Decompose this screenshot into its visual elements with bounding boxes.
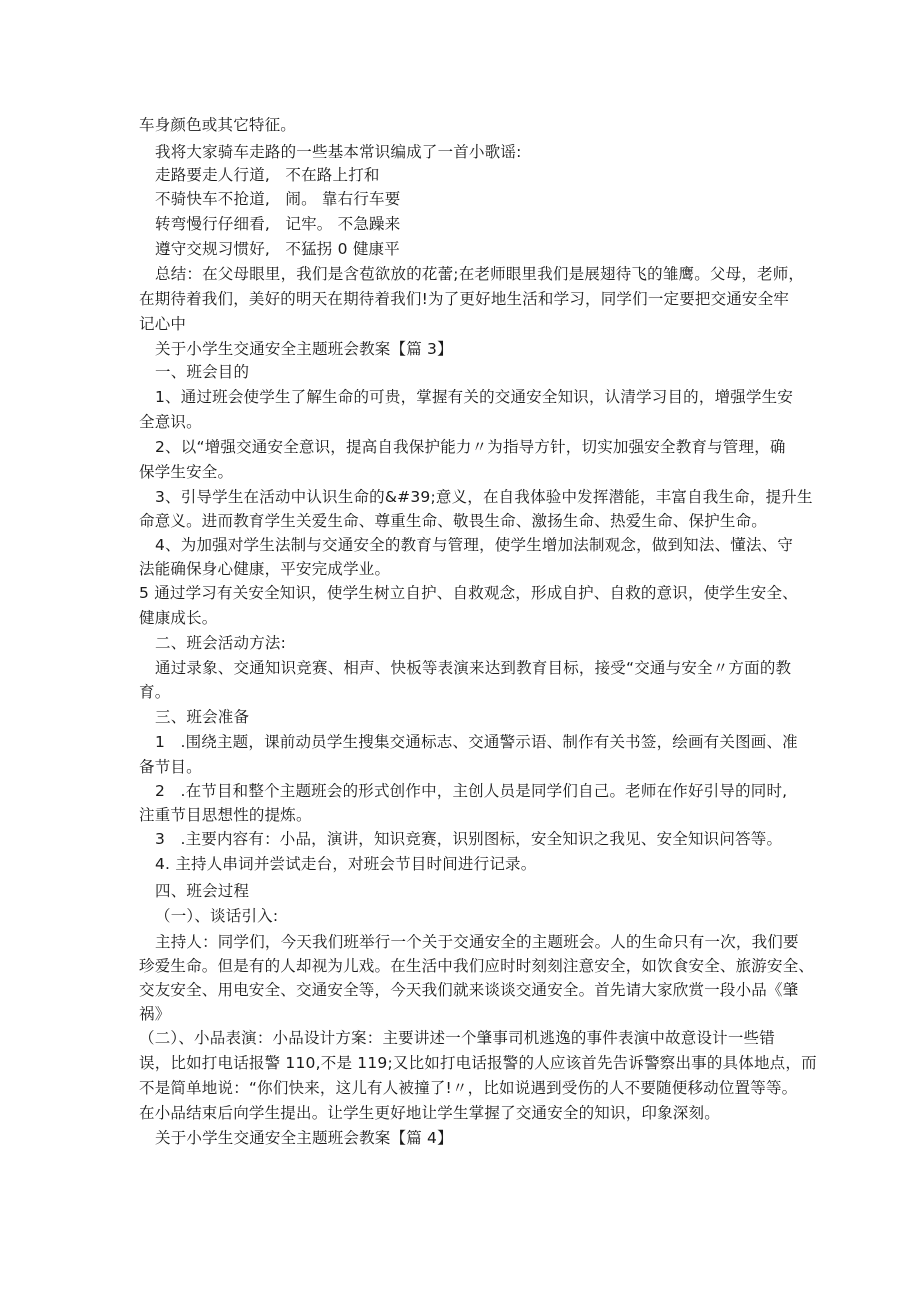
text-line: 保学生安全。 [139, 463, 234, 481]
text-line: 2 .在节目和整个主题班会的形式创作中，主创人员是同学们自己。老师在作好引导的同时, [155, 782, 788, 800]
section-heading: 三、班会准备 [155, 708, 250, 726]
text-line: 记心中 [139, 315, 187, 333]
text-line: 1 .围绕主题，课前动员学生搜集交通标志、交通警示语、制作有关书签，绘画有关图画、准 [155, 733, 798, 751]
text-line: 备节目。 [139, 758, 202, 776]
text-line: 总结：在父母眼里，我们是含苞欲放的花蕾;在老师眼里我们是展翅待飞的雏鹰。父母，老师， [155, 265, 805, 283]
text-line: 通过录象、交通知识竞赛、相声、快板等表演来达到教育目标，接受“交通与安全〃方面的教 [155, 659, 792, 677]
text-line: 珍爱生命。但是有的人却视为儿戏。在生活中我们应时时刻刻注意安全，如饮食安全、旅游安全、 [139, 957, 815, 975]
text-line: 转弯慢行仔细看, 记牢。 不急躁来 [155, 215, 401, 233]
section-heading: 关于小学生交通安全主题班会教案【篇 3】 [155, 340, 453, 358]
section-heading: 关于小学生交通安全主题班会教案【篇 4】 [155, 1129, 453, 1147]
text-line: 命意义。进而教育学生关爱生命、尊重生命、敬畏生命、激扬生命、热爱生命、保护生命。 [139, 512, 768, 530]
text-line: 4、为加强对学生法制与交通安全的教育与管理，使学生增加法制观念，做到知法、懂法、守 [155, 536, 794, 554]
text-line: 在小品结束后向学生提出。让学生更好地让学生掌握了交通安全的知识，印象深刻。 [139, 1104, 720, 1122]
text-line: 5 通过学习有关安全知识，使学生树立自护、自救观念，形成自护、自救的意识，使学生安全、 [139, 584, 798, 602]
text-line: 在期待着我们，美好的明天在期待着我们!为了更好地生活和学习，同学们一定要把交通安全牢 [139, 290, 790, 308]
section-heading: 一、班会目的 [155, 363, 250, 381]
text-line: 法能确保身心健康，平安完成学业。 [139, 560, 391, 578]
text-line: 我将大家骑车走路的一些基本常识编成了一首小歌谣: [155, 143, 522, 161]
text-line: 遵守交规习惯好, 不猛拐 0 健康平 [155, 240, 400, 258]
section-heading: 二、班会活动方法: [155, 634, 287, 652]
text-line: 4. 主持人串词并尝试走台，对班会节目时间进行记录。 [155, 855, 537, 873]
text-line: 误，比如打电话报警 110,不是 119;又比如打电话报警的人应该首先告诉警察出事的具体地点，而 [139, 1054, 817, 1072]
text-line: 祸》 [139, 1005, 171, 1023]
text-line: （二）、小品表演：小品设计方案：主要讲述一个肇事司机逃逸的事件表演中故意设计一些错 [139, 1029, 775, 1047]
text-line: 2、以“增强交通安全意识，提高自我保护能力〃为指导方针，切实加强安全教育与管理，确 [155, 438, 786, 456]
text-line: 注重节目思想性的提炼。 [139, 806, 312, 824]
text-line: 健康成长。 [139, 609, 218, 627]
text-line: 3 .主要内容有：小品，演讲，知识竞赛，识别图标，安全知识之我见、安全知识问答等。 [155, 830, 783, 848]
text-line: 交友安全、用电安全、交通安全等，今天我们就来谈谈交通安全。首先请大家欣赏一段小品《肇 [139, 981, 799, 999]
text-line: 育。 [139, 683, 171, 701]
text-line: 车身颜色或其它特征。 [139, 116, 297, 134]
text-line: 1、通过班会使学生了解生命的可贵，掌握有关的交通安全知识，认清学习目的，增强学生安 [155, 388, 794, 406]
text-line: 3、引导学生在活动中认识生命的&#39;意义，在自我体验中发挥潜能，丰富自我生命，提升生 [155, 488, 813, 506]
section-heading: （一）、谈话引入: [155, 907, 279, 925]
text-line: 主持人：同学们，今天我们班举行一个关于交通安全的主题班会。人的生命只有一次，我们要 [155, 933, 799, 951]
text-line: 全意识。 [139, 413, 202, 431]
text-line: 走路要走人行道, 不在路上打和 [155, 166, 380, 184]
text-line: 不骑快车不抢道, 闹。 靠右行车要 [155, 190, 401, 208]
text-line: 不是简单地说：“你们快来，这儿有人被撞了!〃，比如说遇到受伤的人不要随便移动位置等等。 [139, 1079, 798, 1097]
section-heading: 四、班会过程 [155, 882, 250, 900]
